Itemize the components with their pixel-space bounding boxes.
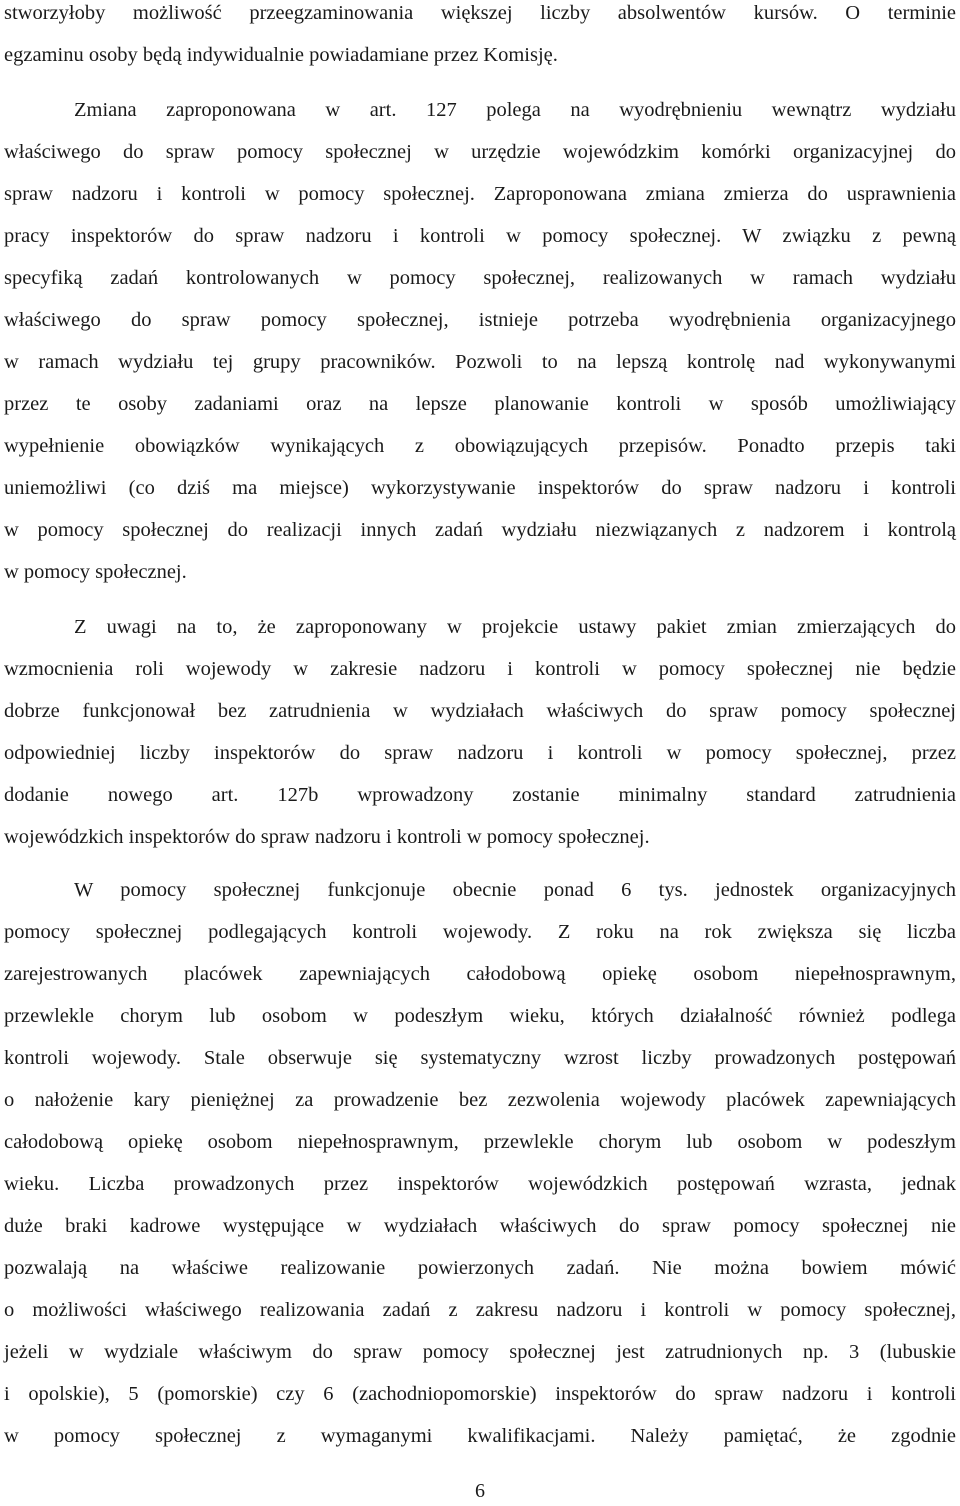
text-line: o nałożenie kary pieniężnej za prowadzenie bez zezwolenia wojewody placówek zapewniających xyxy=(4,1089,956,1111)
text-line: pracy inspektorów do spraw nadzoru i kontroli w pomocy społecznej. W związku z pewną xyxy=(4,225,956,247)
text-line: kontroli wojewody. Stale obserwuje się systematyczny wzrost liczby prowadzonych postępowań xyxy=(4,1047,956,1069)
text-line: W pomocy społecznej funkcjonuje obecnie ponad 6 tys. jednostek organizacyjnych xyxy=(74,879,956,901)
text-line: przez te osoby zadaniami oraz na lepsze planowanie kontroli w sposób umożliwiający xyxy=(4,393,956,415)
text-line: Z uwagi na to, że zaproponowany w projekcie ustawy pakiet zmian zmierzających do xyxy=(74,616,956,638)
text-line: wzmocnienia roli wojewody w zakresie nadzoru i kontroli w pomocy społecznej nie będzie xyxy=(4,658,956,680)
text-line: pozwalają na właściwe realizowanie powierzonych zadań. Nie można bowiem mówić xyxy=(4,1257,956,1279)
text-line: w ramach wydziału tej grupy pracowników. Pozwoli to na lepszą kontrolę nad wykonywanymi xyxy=(4,351,956,373)
text-line: jeżeli w wydziale właściwym do spraw pomocy społecznej jest zatrudnionych np. 3 (lubuskie xyxy=(4,1341,956,1363)
text-line: odpowiedniej liczby inspektorów do spraw nadzoru i kontroli w pomocy społecznej, przez xyxy=(4,742,956,764)
text-line: wieku. Liczba prowadzonych przez inspektorów wojewódzkich postępowań wzrasta, jednak xyxy=(4,1173,956,1195)
page-number: 6 xyxy=(475,1480,485,1502)
text-line: w pomocy społecznej do realizacji innych zadań wydziału niezwiązanych z nadzorem i kontrolą xyxy=(4,519,956,541)
text-line: egzaminu osoby będą indywidualnie powiadamiane przez Komisję. xyxy=(4,44,558,66)
paragraph-units xyxy=(4,869,956,1457)
text-line: i opolskie), 5 (pomorskie) czy 6 (zachodniopomorskie) inspektorów do spraw nadzoru i kontroli xyxy=(4,1383,956,1405)
text-line: uniemożliwi (co dziś ma miejsce) wykorzystywanie inspektorów do spraw nadzoru i kontroli xyxy=(4,477,956,499)
text-line: w pomocy społecznej. xyxy=(4,561,187,583)
paragraph-art-127 xyxy=(4,89,956,593)
text-line: spraw nadzoru i kontroli w pomocy społecznej. Zaproponowana zmiana zmierza do usprawnienia xyxy=(4,183,956,205)
text-line: specyfiką zadań kontrolowanych w pomocy społecznej, realizowanych w ramach wydziału xyxy=(4,267,956,289)
text-line: wypełnienie obowiązków wynikających z obowiązujących przepisów. Ponadto przepis taki xyxy=(4,435,956,457)
text-line: w pomocy społecznej z wymaganymi kwalifikacjami. Należy pamiętać, że zgodnie xyxy=(4,1425,956,1447)
text-line: przewlekle chorym lub osobom w podeszłym wieku, których działalność również podlega xyxy=(4,1005,956,1027)
paragraph-art-127b xyxy=(4,606,956,858)
text-line: wojewódzkich inspektorów do spraw nadzoru i kontroli w pomocy społecznej. xyxy=(4,826,650,848)
text-line: dobrze funkcjonował bez zatrudnienia w wydziałach właściwych do spraw pomocy społecznej xyxy=(4,700,956,722)
text-line: pomocy społecznej podlegających kontroli wojewody. Z roku na rok zwiększa się liczba xyxy=(4,921,956,943)
text-line: właściwego do spraw pomocy społecznej w urzędzie wojewódzkim komórki organizacyjnej do xyxy=(4,141,956,163)
text-line: duże braki kadrowe występujące w wydziałach właściwych do spraw pomocy społecznej nie xyxy=(4,1215,956,1237)
paragraph-continuation xyxy=(4,0,956,76)
text-line: o możliwości właściwego realizowania zadań z zakresu nadzoru i kontroli w pomocy społecznej, xyxy=(4,1299,956,1321)
text-line: Zmiana zaproponowana w art. 127 polega na wyodrębnieniu wewnątrz wydziału xyxy=(74,99,956,121)
text-line: całodobową opiekę osobom niepełnosprawnym, przewlekle chorym lub osobom w podeszłym xyxy=(4,1131,956,1153)
text-line: dodanie nowego art. 127b wprowadzony zostanie minimalny standard zatrudnienia xyxy=(4,784,956,806)
text-line: stworzyłoby możliwość przeegzaminowania większej liczby absolwentów kursów. O terminie xyxy=(4,2,956,24)
text-line: zarejestrowanych placówek zapewniających całodobową opiekę osobom niepełnosprawnym, xyxy=(4,963,956,985)
text-line: właściwego do spraw pomocy społecznej, istnieje potrzeba wyodrębnienia organizacyjnego xyxy=(4,309,956,331)
